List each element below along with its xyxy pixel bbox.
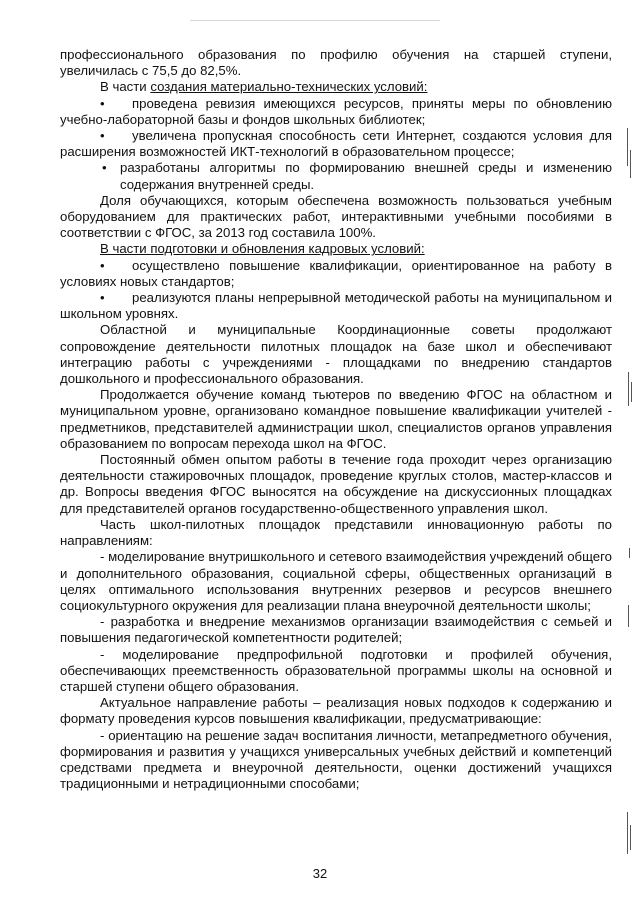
scan-artifact bbox=[630, 150, 631, 178]
scan-artifact bbox=[627, 128, 628, 166]
bullet-item bbox=[60, 96, 612, 128]
scan-artifact bbox=[631, 382, 632, 402]
paragraph: профессионального образования по профилю обучения на старшей ступени, увеличилась с 75,5 до 82,5%. bbox=[60, 47, 612, 79]
paragraph: Часть школ-пилотных площадок представили инновационную работы по направлениям: bbox=[60, 516, 612, 549]
document-body bbox=[60, 47, 612, 792]
paragraph: Областной и муниципальные Координационные советы продолжают сопровождение деятельности пилотных площадок на базе школ и обеспечивают интеграцию работы с учреждениями - площадками по внедрению стандартов дошкольного и профессионального образования. bbox=[60, 322, 612, 387]
scan-artifact bbox=[627, 812, 628, 854]
paragraph: Актуальное направление работы – реализация новых подходов к содержанию и формату проведения курсов повышения квалификации, предусматривающие: bbox=[60, 695, 612, 727]
scan-artifact bbox=[629, 548, 630, 558]
bullet-item bbox=[60, 160, 612, 192]
bullet-text: проведена ревизия имеющихся ресурсов, приняты меры по обновлению учебно-лабораторной базы и фондов школьных библиотек; bbox=[60, 95, 612, 127]
scan-artifact bbox=[628, 372, 629, 406]
bullet-item bbox=[60, 258, 612, 290]
section-heading bbox=[60, 241, 612, 257]
heading-prefix: В части bbox=[100, 79, 151, 95]
scan-artifact bbox=[630, 825, 631, 850]
paragraph: - ориентацию на решение задач воспитания личности, метапредметного обучения, формирования и развития у учащихся универсальных учебных действий и компетенций средствами предмета и внеурочной деятельности, оценки достижений учащихся традиционными и нетрадиционными способами; bbox=[60, 727, 612, 792]
bullet-item bbox=[60, 128, 612, 160]
bullet-text: увеличена пропускная способность сети Интернет, создаются условия для расширения возможностей ИКТ-технологий в образовательном процессе; bbox=[60, 128, 612, 160]
page-number: 32 bbox=[312, 866, 328, 881]
section-heading bbox=[60, 79, 612, 95]
bullet-icon: • bbox=[100, 128, 105, 144]
paragraph: - моделирование внутришкольного и сетевого взаимодействия учреждений общего и дополнительного образования, социальной сферы, общественных организаций в целях оптимального использования внутренних резервов и ресурсов внешнего социокультурного окружения для реализации плана внеурочной деятельности школы; bbox=[60, 549, 612, 613]
scan-edge-line bbox=[190, 20, 440, 21]
bullet-icon: • bbox=[100, 290, 105, 306]
bullet-text: реализуются планы непрерывной методической работы на муниципальном и школьном уровнях. bbox=[60, 290, 612, 322]
bullet-item bbox=[60, 290, 612, 322]
paragraph: Постоянный обмен опытом работы в течение года проходит через организацию деятельности стажировочных площадок, проведение круглых столов, мастер-классов и др. Вопросы введения ФГОС выносятся на обсуждение на дискуссионных площадках для представителей органов государственно-общественного управления школ. bbox=[60, 452, 612, 516]
paragraph: - моделирование предпрофильной подготовки и профилей обучения, обеспечивающих преемственность образовательной программы школы на основной и старшей ступени общего образования. bbox=[60, 646, 612, 694]
bullet-icon: • bbox=[100, 257, 105, 273]
bullet-icon: • bbox=[102, 160, 107, 176]
paragraph: Доля обучающихся, которым обеспечена возможность пользоваться учебным оборудованием для практических работ, интерактивными учебными пособиями в соответствии с ФГОС, за 2013 год составила 100%. bbox=[60, 192, 612, 241]
paragraph: - разработка и внедрение механизмов организации взаимодействия с семьей и повышения педагогической компетентности родителей; bbox=[60, 614, 612, 646]
heading-underlined: создания материально-технических условий: bbox=[150, 79, 428, 95]
heading-underlined: В части подготовки и обновления кадровых условий: bbox=[100, 241, 425, 257]
bullet-text: разработаны алгоритмы по формированию внешней среды и изменению содержания внутренней среды. bbox=[120, 160, 612, 192]
bullet-text: осуществлено повышение квалификации, ориентированное на работу в условиях новых стандартов; bbox=[60, 257, 612, 289]
bullet-icon: • bbox=[100, 95, 105, 111]
scan-artifact bbox=[628, 605, 629, 627]
paragraph: Продолжается обучение команд тьютеров по введению ФГОС на областном и муниципальном уровне, организовано командное повышение квалификации учителей - предметников, представителей администрации школ, специалистов органов управления образованием по вопросам перехода школ на ФГОС. bbox=[60, 387, 612, 451]
